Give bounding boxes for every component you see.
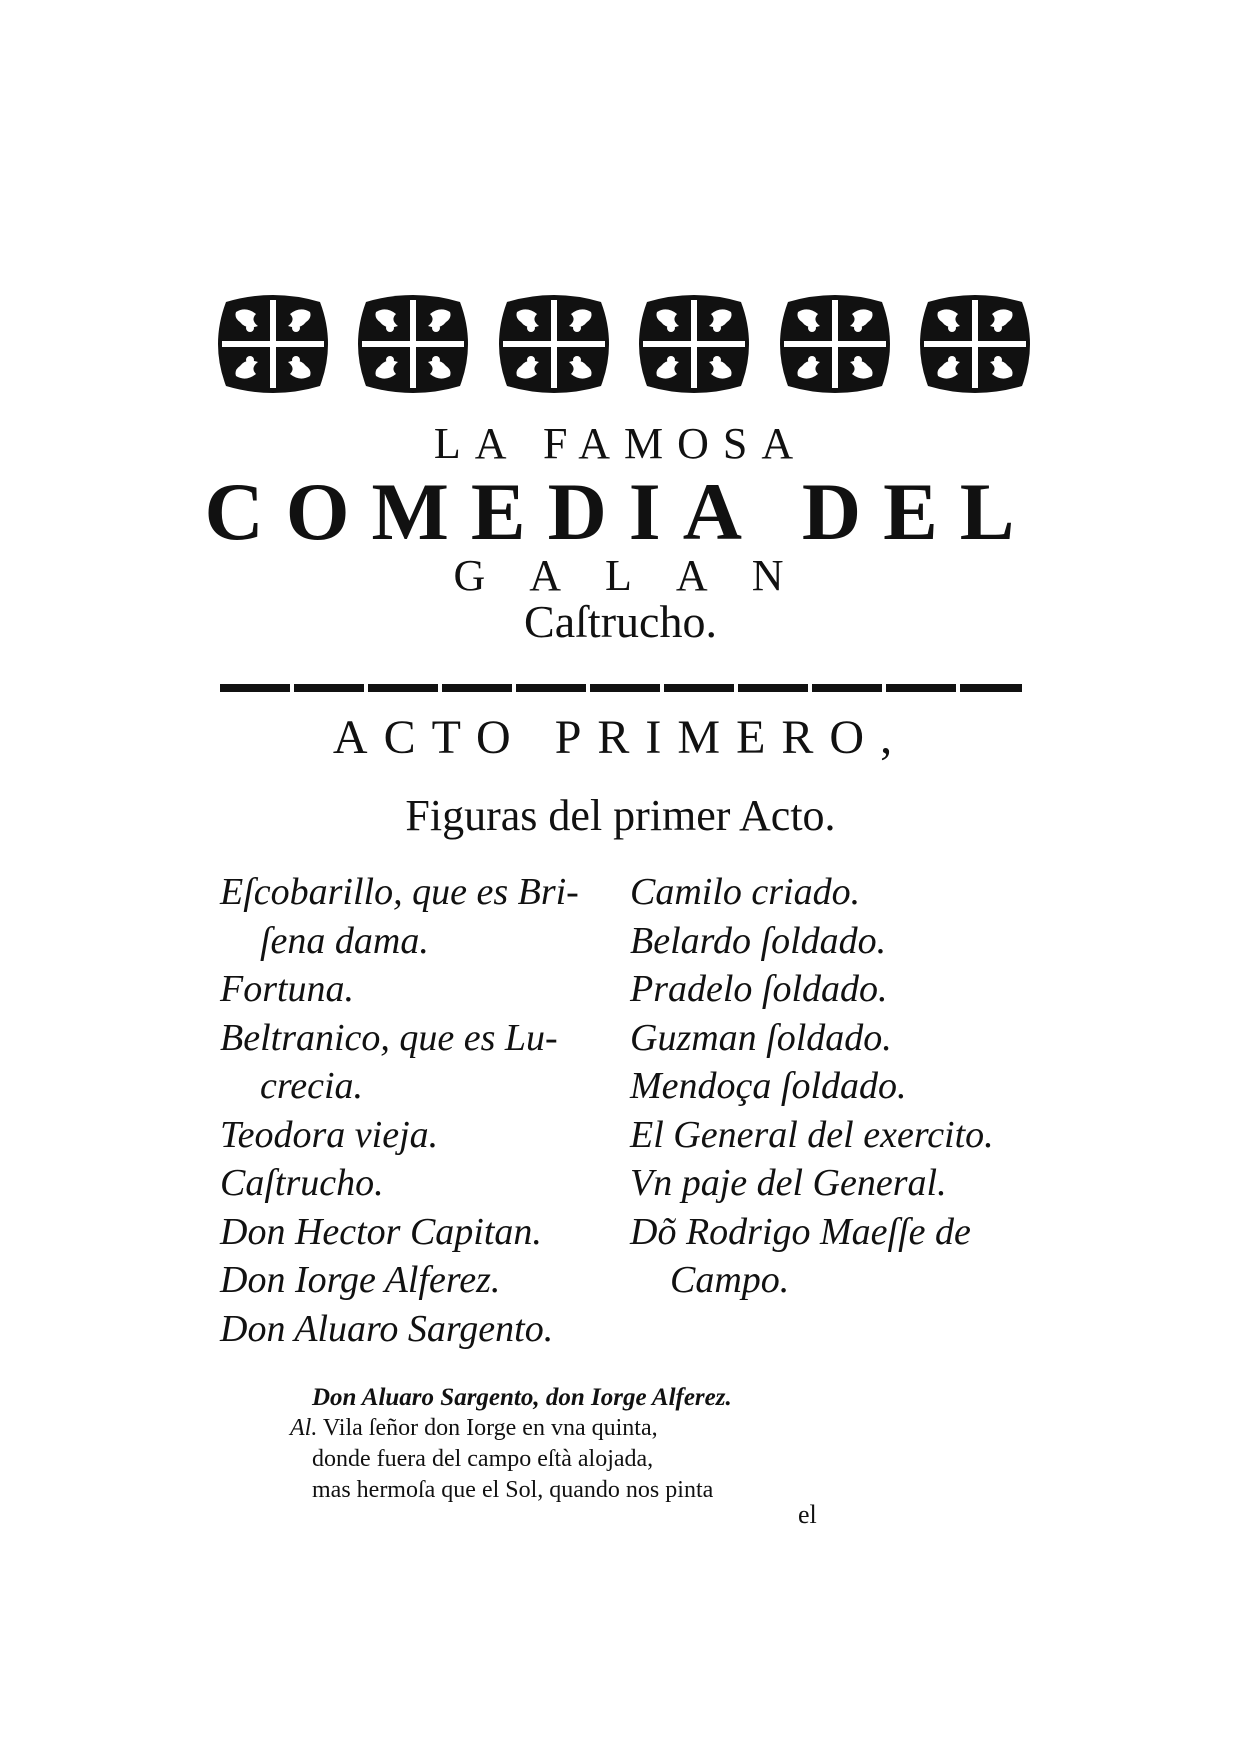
dialogue-line: donde fuera del campo eſtà alojada, (312, 1446, 654, 1472)
scene-heading: Don Aluaro Sargento, don Iorge Alferez. (312, 1384, 732, 1411)
catchword: el (798, 1500, 817, 1529)
speaker-label: Al. (290, 1415, 318, 1441)
fleuron-ornament (212, 292, 334, 396)
cast-entry: Camilo criado. (630, 871, 861, 913)
cast-entry: Caſtrucho. (220, 1162, 384, 1204)
cast-entry: El General del exercito. (630, 1113, 994, 1156)
cast-entry: Don Iorge Alferez. (220, 1259, 501, 1301)
cast-entry: Vn paje del General. (630, 1162, 947, 1204)
cast-list-right (630, 868, 994, 1305)
cast-entry: Pradelo ſoldado. (630, 968, 888, 1010)
cast-entry: ſena dama. (260, 919, 429, 962)
ornament-band (212, 292, 1036, 396)
title-line-3: GALAN (453, 551, 828, 600)
figures-heading: Figuras del primer Acto. (405, 791, 836, 840)
cast-entry: Belardo ſoldado. (630, 919, 887, 962)
cast-entry: Dõ Rodrigo Maeſſe de (630, 1210, 971, 1253)
cast-entry: Mendoça ſoldado. (630, 1065, 907, 1107)
title-line-1: LA FAMOSA (433, 419, 808, 468)
cast-entry: Eſcobarillo, que es Bri- (220, 871, 579, 913)
title-line-2: COMEDIA DEL (204, 466, 1037, 557)
title-line-4: Caſtrucho. (524, 596, 717, 647)
dialogue-line: mas hermoſa que el Sol, quando nos pinta (312, 1477, 714, 1503)
horizontal-rule (220, 684, 1022, 692)
cast-entry: Don Hector Capitan. (220, 1210, 542, 1253)
cast-entry: Guzman ſoldado. (630, 1016, 892, 1059)
cast-entry: crecia. (260, 1065, 364, 1107)
fleuron-ornament (914, 292, 1036, 396)
cast-entry: Campo. (670, 1259, 790, 1301)
fleuron-ornament (493, 292, 615, 396)
dialogue-block (290, 1382, 732, 1506)
dialogue-line (290, 1413, 732, 1444)
cast-entry: Don Aluaro Sargento. (220, 1307, 554, 1350)
fleuron-ornament (774, 292, 896, 396)
act-heading: ACTO PRIMERO, (332, 711, 909, 764)
fleuron-ornament (352, 292, 474, 396)
cast-list-left (220, 868, 579, 1353)
cast-entry: Teodora vieja. (220, 1113, 439, 1156)
fleuron-ornament (633, 292, 755, 396)
cast-entry: Fortuna. (220, 968, 355, 1010)
verse-text: Vila ſeñor don Iorge en vna quinta, (322, 1415, 658, 1441)
cast-entry: Beltranico, que es Lu- (220, 1016, 558, 1059)
